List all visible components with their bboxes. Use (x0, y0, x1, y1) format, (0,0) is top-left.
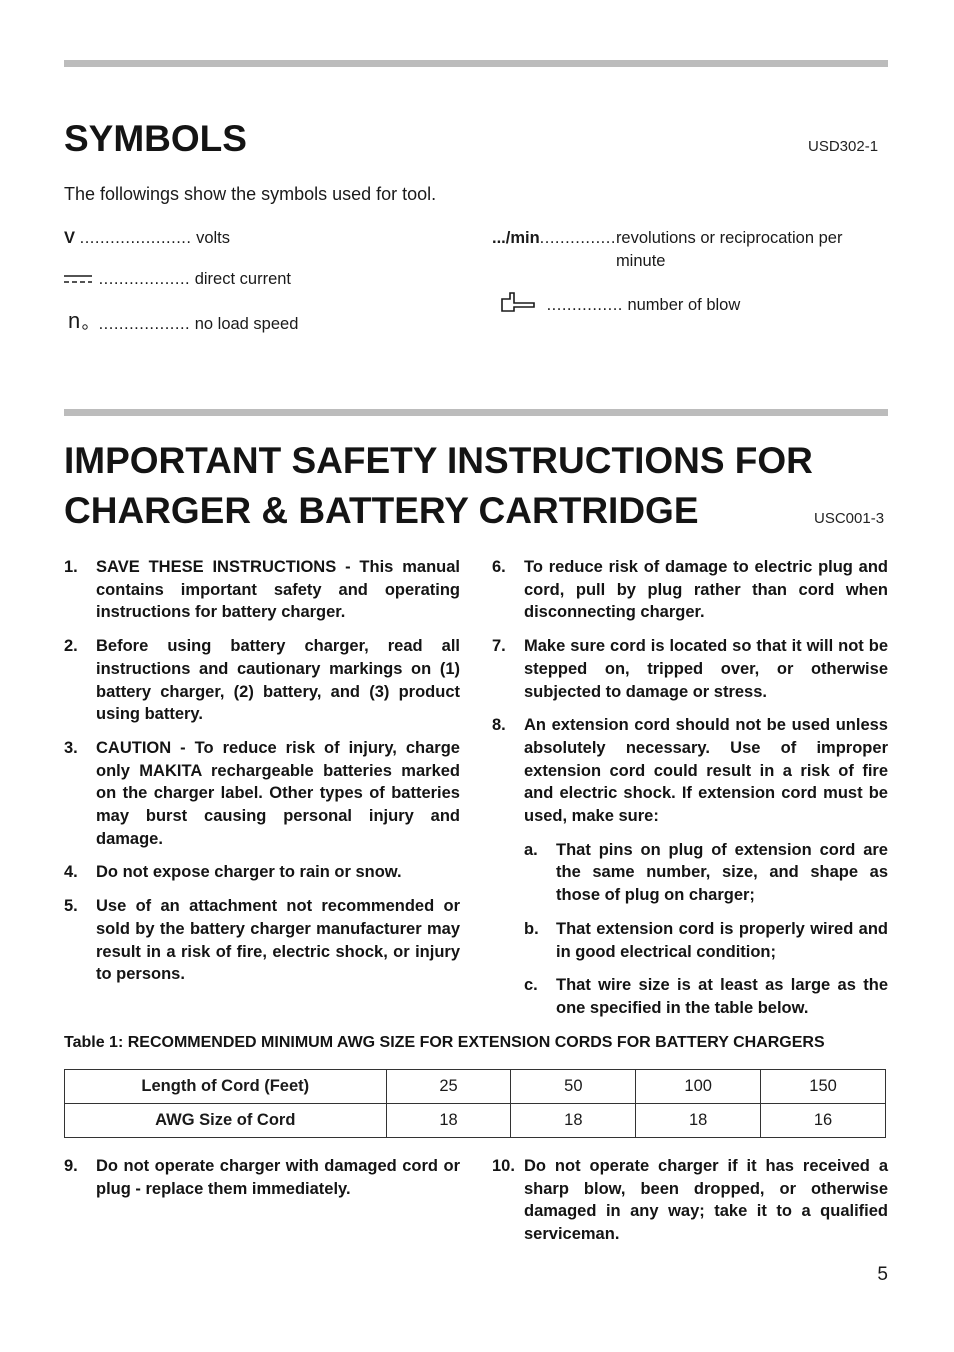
list-item (492, 1155, 888, 1246)
table-cell: 50 (511, 1070, 636, 1104)
per-min-symbol: .../min (492, 229, 540, 247)
symbol-label: revolutions or reciprocation per minute (615, 229, 843, 270)
awg-table (64, 1069, 886, 1138)
safety-code: USC001-3 (814, 510, 885, 527)
table-cell: 18 (386, 1104, 511, 1138)
symbols-title: SYMBOLS (64, 118, 247, 159)
table-row-header: AWG Size of Cord (65, 1104, 387, 1138)
list-item (64, 737, 460, 851)
item-text: SAVE THESE INSTRUCTIONS - This manual contains important safety and operating instructions for battery charger. (96, 558, 460, 622)
item-number: 8. (492, 716, 506, 735)
symbol-row-volts (64, 227, 230, 250)
svg-text:n: n (68, 309, 81, 333)
symbol-dots: .................. (98, 270, 191, 288)
safety-list-right (492, 556, 888, 1031)
symbol-label: direct current (194, 270, 292, 288)
item-text: Do not operate charger with damaged cord or plug - replace them immediately. (96, 1157, 460, 1198)
item-number: 9. (64, 1157, 78, 1175)
item-number: 3. (64, 738, 78, 757)
volts-symbol: V (64, 229, 76, 247)
item-number: 1. (64, 558, 78, 576)
symbols-code: USD302-1 (808, 138, 879, 155)
bottom-list-left (64, 1155, 460, 1211)
symbol-row-direct-current (64, 268, 291, 291)
sub-list-item (524, 918, 888, 963)
table-caption: Table 1: RECOMMENDED MINIMUM AWG SIZE FOR EXTENSION CORDS FOR BATTERY CHARGERS (64, 1034, 825, 1051)
symbol-dots: ............... (546, 295, 623, 314)
table-cell: 100 (636, 1070, 761, 1104)
symbol-row-no-load-speed (64, 309, 298, 340)
symbol-label: number of blow (627, 295, 741, 314)
symbol-dots: .................. (98, 314, 191, 333)
list-item (492, 635, 888, 703)
sub-item-text: That wire size is at least as large as the one specified in the table below. (556, 976, 888, 1017)
table-row (65, 1104, 886, 1138)
item-text: Do not operate charger if it has received a sharp blow, been dropped, or otherwise damaged in any way; take it to a qualified serviceman. (524, 1157, 888, 1244)
table-cell: 150 (761, 1070, 886, 1104)
table-cell: 18 (636, 1104, 761, 1138)
item-number: 4. (64, 863, 78, 882)
item-text: Do not expose charger to rain or snow. (96, 863, 402, 882)
sub-item-text: That pins on plug of extension cord are the same number, size, and shape as those of plug on charger; (556, 840, 888, 905)
hammer-blow-icon (498, 291, 542, 320)
list-item (492, 556, 888, 624)
symbols-intro: The followings show the symbols used for tool. (64, 184, 437, 204)
symbol-dots: ............... (539, 229, 616, 247)
bottom-list-right (492, 1155, 888, 1257)
direct-current-icon (64, 268, 94, 291)
list-item (64, 556, 460, 624)
safety-title-line2: CHARGER & BATTERY CARTRIDGE (64, 490, 699, 531)
sub-item-letter: b. (524, 919, 539, 938)
symbol-row-number-of-blow (498, 291, 740, 320)
list-item (492, 714, 888, 828)
table-cell: 25 (386, 1070, 511, 1104)
sub-item-text: That extension cord is properly wired and in good electrical condition; (556, 919, 888, 961)
item-number: 6. (492, 558, 506, 576)
symbol-dots: ...................... (79, 229, 192, 247)
list-item (64, 895, 460, 986)
item-number: 7. (492, 637, 506, 656)
list-item (64, 1155, 460, 1200)
safety-list-left (64, 556, 460, 997)
table-cell: 18 (511, 1104, 636, 1138)
item-number: 5. (64, 897, 78, 916)
symbol-row-per-min (492, 227, 874, 273)
page-number: 5 (877, 1264, 888, 1285)
symbol-label: no load speed (194, 314, 299, 333)
item-number: 2. (64, 637, 78, 656)
item-text: Make sure cord is located so that it will not be stepped on, tripped over, or otherwise subjected to damage or stress. (524, 637, 888, 701)
sub-list-item (524, 839, 888, 907)
section-divider (64, 409, 888, 416)
table-row (65, 1070, 886, 1104)
sub-list (524, 839, 888, 1020)
sub-item-letter: a. (524, 840, 538, 859)
sub-list-item (524, 974, 888, 1019)
item-text: To reduce risk of damage to electric plug and cord, pull by plug rather than cord when disconnecting charger. (524, 558, 888, 622)
table-row-header: Length of Cord (Feet) (65, 1070, 387, 1104)
item-number: 10. (492, 1157, 515, 1175)
item-text: Use of an attachment not recommended or sold by the battery charger manufacturer may result in a risk of fire, electric shock, or injury to persons. (96, 897, 460, 984)
table-cell: 16 (761, 1104, 886, 1138)
sub-item-letter: c. (524, 976, 538, 995)
no-load-speed-icon (64, 309, 94, 340)
item-text: An extension cord should not be used unless absolutely necessary. Use of improper extension cord could result in a risk of fire and electric shock. If extension cord must be used, make sure: (524, 716, 888, 826)
top-divider (64, 60, 888, 67)
item-text: Before using battery charger, read all instructions and cautionary markings on (1) battery charger, (2) battery, and (3) product using battery. (96, 637, 460, 724)
safety-title-line1: IMPORTANT SAFETY INSTRUCTIONS FOR (64, 440, 813, 481)
list-item (64, 635, 460, 726)
list-item (64, 861, 460, 884)
symbol-label: volts (196, 229, 230, 247)
item-text: CAUTION - To reduce risk of injury, charge only MAKITA rechargeable batteries marked on the charger label. Other types of batteries may burst causing personal injury and damage. (96, 738, 460, 848)
